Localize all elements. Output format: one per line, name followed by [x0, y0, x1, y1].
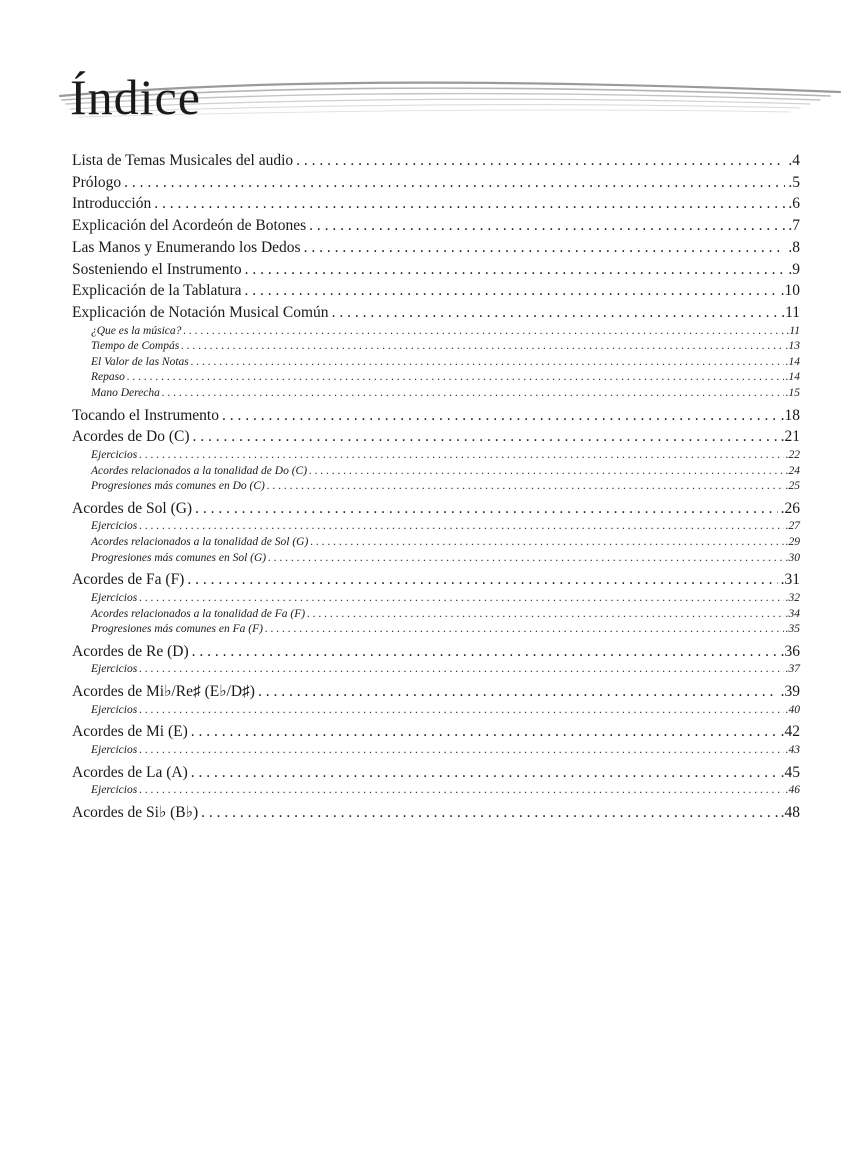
dot-leader: [296, 150, 785, 172]
toc-page-number: .43: [785, 744, 800, 757]
dot-leader: [187, 569, 777, 591]
toc-entry[interactable]: [72, 302, 800, 324]
toc-entry-title: Lista de Temas Musicales del audio: [72, 152, 294, 169]
toc-entry-title: Acordes relacionados a la tonalidad de Do (C): [91, 464, 308, 477]
dot-leader: [245, 280, 778, 302]
toc-subentry[interactable]: [72, 339, 800, 355]
toc-page-number: .37: [785, 663, 800, 676]
toc-page-number: .26: [780, 499, 800, 517]
toc-entry-title: Explicación de Notación Musical Común: [72, 303, 329, 321]
toc-entry[interactable]: [72, 193, 800, 215]
dot-leader: [222, 405, 778, 427]
toc-page-number: .35: [785, 623, 800, 636]
dot-leader: [139, 662, 783, 678]
toc-subentry[interactable]: [72, 783, 800, 799]
toc-entry-title: Progresiones más comunes en Fa (F): [91, 623, 263, 636]
toc-page-number: .14: [785, 371, 800, 384]
toc-subentry[interactable]: [72, 355, 800, 371]
dot-leader: [267, 479, 784, 495]
dot-leader: [124, 172, 785, 194]
toc-entry-title: Mano Derecha: [91, 387, 160, 399]
dot-leader: [268, 551, 783, 567]
toc-subentry[interactable]: [72, 464, 800, 480]
toc-page-number: .48: [780, 803, 800, 821]
dot-leader: [139, 743, 783, 759]
toc-entry-title: Progresiones más comunes en Sol (G): [91, 551, 267, 564]
dot-leader: [304, 237, 786, 259]
toc-entry[interactable]: [72, 172, 800, 194]
toc-page-number: .8: [788, 238, 800, 256]
toc-subentry[interactable]: [72, 591, 800, 607]
toc-entry[interactable]: [72, 721, 800, 743]
toc-entry-title: Ejercicios: [91, 703, 138, 716]
toc-page-number: .34: [785, 607, 800, 620]
toc-page-number: .27: [785, 520, 800, 533]
toc-entry[interactable]: [72, 641, 800, 663]
toc-entry[interactable]: [72, 802, 800, 824]
table-of-contents: [72, 150, 800, 824]
toc-subentry[interactable]: [72, 479, 800, 495]
page-title: Índice: [70, 69, 201, 125]
toc-entry-title: Ejercicios: [91, 449, 138, 461]
dot-leader: [309, 464, 784, 480]
dot-leader: [332, 302, 779, 324]
dot-leader: [162, 386, 784, 402]
toc-subentry[interactable]: [72, 551, 800, 567]
toc-page-number: .46: [785, 784, 800, 797]
toc-page-number: .14: [785, 355, 800, 368]
toc-entry-title: El Valor de las Notas: [91, 355, 189, 368]
dot-leader: [307, 607, 784, 623]
dot-leader: [139, 591, 783, 607]
toc-entry-title: Acordes de Sol (G): [72, 499, 193, 517]
toc-entry-title: Repaso: [91, 371, 125, 384]
toc-entry-title: Introducción: [72, 195, 152, 213]
toc-entry-title: Acordes relacionados a la tonalidad de Fa (F): [91, 607, 306, 620]
dot-leader: [191, 721, 778, 743]
toc-page-number: .13: [785, 340, 800, 353]
toc-entry-title: ¿Que es la música?: [91, 324, 182, 337]
toc-subentry[interactable]: [72, 386, 800, 402]
toc-subentry[interactable]: [72, 703, 800, 719]
page-header: [0, 0, 864, 150]
dot-leader: [201, 802, 778, 824]
toc-entry[interactable]: [72, 762, 800, 784]
toc-entry-title: Sosteniendo el Instrumento: [72, 260, 242, 278]
toc-subentry[interactable]: [72, 622, 800, 638]
toc-page-number: .36: [780, 642, 800, 660]
toc-subentry[interactable]: [72, 370, 800, 386]
toc-entry[interactable]: [72, 681, 800, 703]
dot-leader: [310, 535, 783, 551]
dot-leader: [139, 519, 783, 535]
toc-entry-title: Ejercicios: [91, 784, 138, 797]
dot-leader: [139, 783, 783, 799]
toc-page-number: .31: [780, 571, 800, 589]
toc-entry-title: Las Manos y Enumerando los Dedos: [72, 238, 301, 256]
toc-subentry[interactable]: [72, 535, 800, 551]
toc-entry-title: Progresiones más comunes en Do (C): [91, 480, 265, 493]
toc-page-number: .24: [785, 464, 800, 477]
toc-page-number: .42: [780, 723, 800, 741]
toc-entry-title: Acordes de Re (D): [72, 642, 189, 660]
toc-entry-title: Ejercicios: [91, 520, 138, 533]
toc-entry[interactable]: [72, 237, 800, 259]
toc-page-number: .5: [788, 173, 800, 191]
toc-page-number: .45: [780, 763, 800, 781]
dot-leader: [265, 622, 784, 638]
toc-entry-title: Acordes de Fa (F): [72, 571, 185, 589]
toc-entry-title: Explicación de la Tablatura: [72, 282, 242, 300]
dot-leader: [193, 426, 778, 448]
toc-page-number: .10: [780, 282, 800, 300]
toc-page-number: .22: [785, 449, 800, 461]
dot-leader: [258, 681, 778, 703]
dot-leader: [154, 193, 785, 215]
toc-subentry[interactable]: [72, 519, 800, 535]
toc-page-number: .15: [785, 387, 800, 399]
toc-entry[interactable]: [72, 150, 800, 172]
toc-entry[interactable]: [72, 569, 800, 591]
toc-page-number: .9: [788, 260, 800, 278]
toc-page-number: .40: [785, 703, 800, 716]
toc-entry-title: Prólogo: [72, 173, 122, 191]
toc-page-number: .39: [780, 683, 800, 701]
dot-leader: [183, 324, 784, 340]
dot-leader: [245, 259, 786, 281]
dot-leader: [139, 448, 783, 464]
dot-leader: [181, 339, 783, 355]
toc-entry-title: Acordes de Si♭ (B♭): [72, 803, 199, 821]
toc-entry-title: Ejercicios: [91, 744, 138, 757]
toc-page-number: .7: [788, 217, 800, 235]
toc-subentry[interactable]: [72, 743, 800, 759]
toc-entry-title: Acordes de La (A): [72, 763, 188, 781]
toc-entry[interactable]: [72, 426, 800, 448]
dot-leader: [191, 762, 778, 784]
toc-entry-title: Acordes de Do (C): [72, 428, 190, 446]
dot-leader: [195, 498, 778, 520]
toc-entry-title: Tiempo de Compás: [91, 340, 180, 353]
toc-subentry[interactable]: [72, 607, 800, 623]
toc-page-number: .32: [785, 591, 800, 604]
toc-entry-title: Tocando el Instrumento: [72, 406, 219, 424]
toc-page-number: .21: [780, 428, 800, 446]
toc-entry-title: Ejercicios: [91, 663, 138, 676]
toc-page-number: .11: [786, 324, 800, 337]
toc-subentry[interactable]: [72, 324, 800, 340]
dot-leader: [139, 703, 783, 719]
toc-subentry[interactable]: [72, 448, 800, 464]
toc-entry[interactable]: [72, 498, 800, 520]
toc-entry-title: Explicación del Acordeón de Botones: [72, 217, 307, 235]
dot-leader: [191, 355, 784, 371]
toc-entry-title: Acordes relacionados a la tonalidad de Sol (G): [91, 536, 309, 549]
toc-entry[interactable]: [72, 215, 800, 237]
toc-entry[interactable]: [72, 280, 800, 302]
dot-leader: [309, 215, 785, 237]
toc-page-number: .25: [785, 480, 800, 493]
toc-page-number: .4: [788, 152, 800, 169]
toc-subentry[interactable]: [72, 662, 800, 678]
toc-entry[interactable]: [72, 405, 800, 427]
toc-entry-title: Acordes de Mi♭/Re♯ (E♭/D♯): [72, 683, 255, 701]
toc-page-number: .6: [788, 195, 800, 213]
toc-entry-title: Acordes de Mi (E): [72, 723, 188, 741]
toc-entry-title: Ejercicios: [91, 591, 138, 604]
toc-page-number: .29: [785, 536, 800, 549]
toc-entry[interactable]: [72, 259, 800, 281]
dot-leader: [127, 370, 784, 386]
toc-page-number: .30: [785, 551, 800, 564]
dot-leader: [192, 641, 778, 663]
toc-page-number: .18: [780, 406, 800, 424]
toc-page-number: .11: [781, 303, 800, 321]
